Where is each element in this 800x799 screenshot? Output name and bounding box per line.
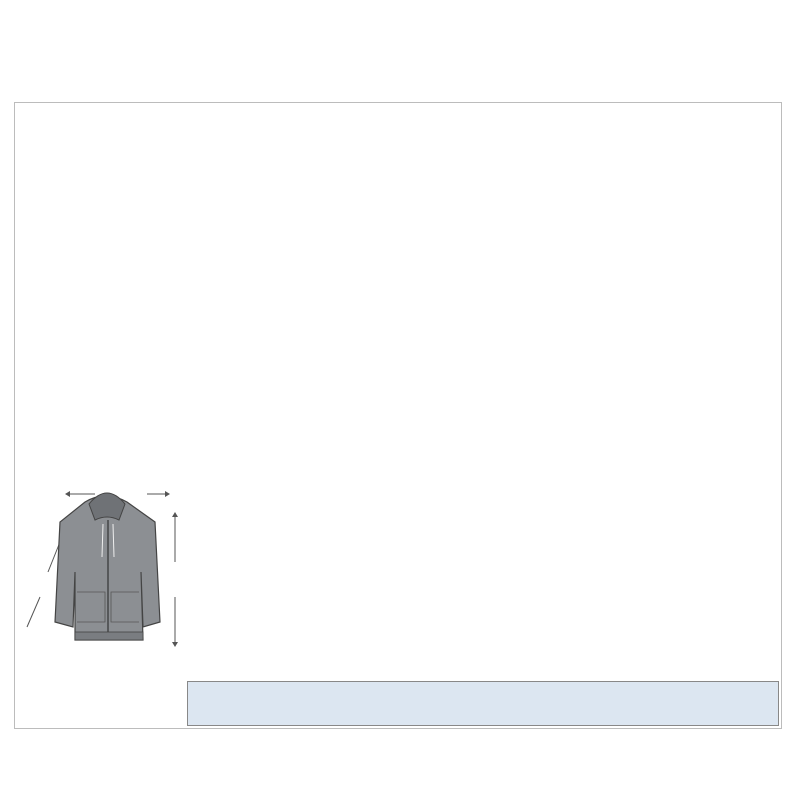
hoodie-diagram xyxy=(15,462,187,726)
measurement-note xyxy=(187,681,779,726)
